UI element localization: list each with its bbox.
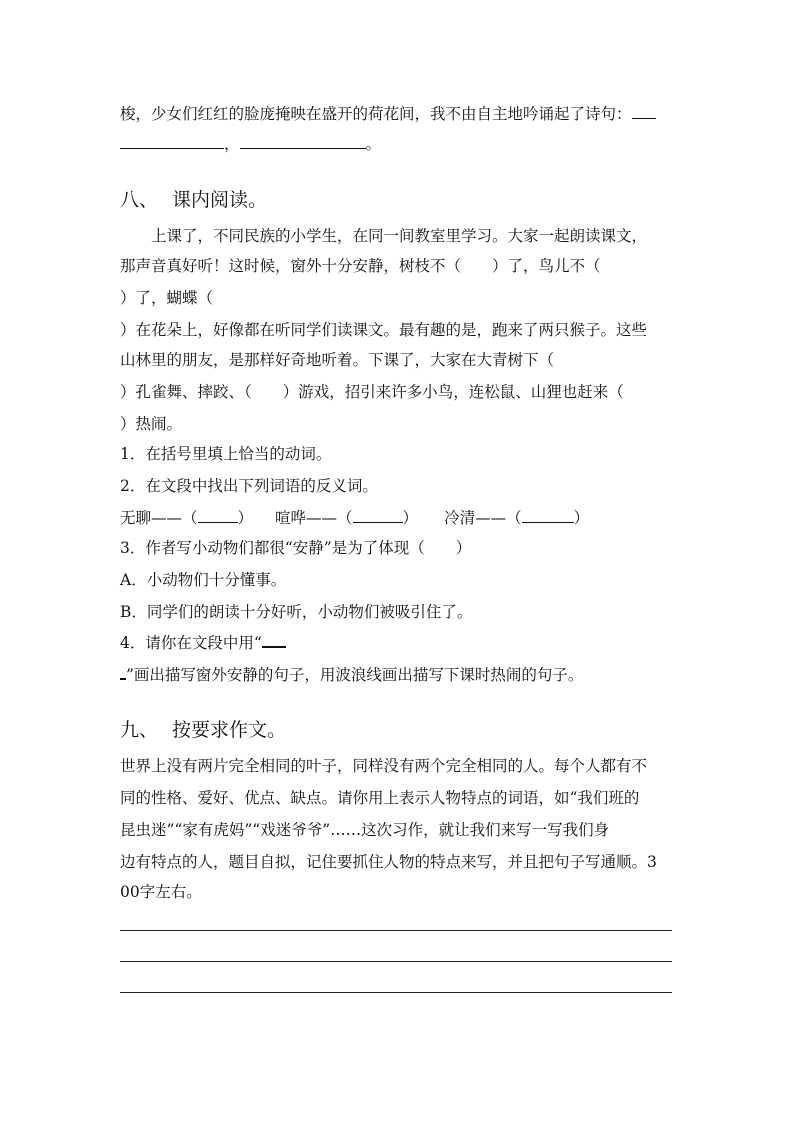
poem-answer-line — [120, 134, 381, 154]
passage-line-3: ）了，蝴蝶（ — [120, 289, 214, 307]
question-4-line-2 — [120, 664, 583, 685]
writing-line-1[interactable] — [120, 930, 672, 931]
poem-prompt-line — [120, 104, 656, 124]
section-9-heading — [120, 718, 286, 742]
antonym-3-blank[interactable] — [522, 508, 574, 523]
antonym-1-blank[interactable] — [198, 508, 238, 523]
question-3-option-a: A．小动物们十分懂事。 — [120, 571, 287, 589]
antonym-2-blank[interactable] — [353, 508, 403, 523]
essay-prompt-line-1: 世界上没有两片完全相同的叶子，同样没有两个完全相同的人。每个人都有不 — [120, 757, 648, 775]
poem-answer-blank-2[interactable] — [240, 134, 366, 149]
poem-answer-blank-1b[interactable] — [120, 134, 224, 149]
question-3-option-b: B．同学们的朗读十分好听，小动物们被吸引住了。 — [120, 603, 473, 621]
question-3: 3．作者写小动物们都很“安静”是为了体现（ ） — [120, 539, 472, 557]
antonym-row — [120, 508, 589, 528]
question-1: 1．在括号里填上恰当的动词。 — [120, 445, 332, 463]
antonym-2-close: ） — [402, 509, 419, 527]
passage-line-1: 上课了，不同民族的小学生，在同一间教室里学习。大家一起朗读课文， — [120, 227, 648, 245]
section-9-title: 按要求作文。 — [172, 719, 287, 741]
passage-line-6: ）孔雀舞、摔跤、（ ）游戏，招引来许多小鸟，连松鼠、山狸也赶来（ — [120, 383, 624, 401]
question-4-text-a: 4．请你在文段中用“ — [120, 634, 262, 652]
section-8-number: 八、 — [120, 189, 159, 211]
antonym-3-close: ） — [573, 509, 590, 527]
question-4-text-b: ”画出描写窗外安静的句子，用波浪线画出描写下课时热闹的句子。 — [126, 666, 584, 684]
essay-prompt-line-5: 00字左右。 — [120, 883, 202, 901]
question-2: 2．在文段中找出下列词语的反义词。 — [120, 477, 378, 495]
essay-prompt-line-2: 同的性格、爱好、优点、缺点。请你用上表示人物特点的词语，如“我们班的 — [120, 789, 640, 807]
essay-prompt-line-4: 边有特点的人，题目自拟，记住要抓住人物的特点来写，并且把句子写通顺。3 — [120, 853, 657, 871]
section-8-heading — [120, 188, 267, 212]
poem-prompt-text: 梭，少女们红红的脸庞掩映在盛开的荷花间，我不由自主地吟诵起了诗句： — [120, 105, 632, 123]
question-4-line-1 — [120, 632, 286, 653]
passage-line-2: 那声音真好听！这时候，窗外十分安静，树枝不（ ）了，鸟儿不（ — [120, 257, 601, 275]
poem-answer-blank-1a[interactable] — [632, 104, 656, 119]
antonym-1-word: 无聊——（ — [120, 509, 198, 527]
writing-line-3[interactable] — [120, 992, 672, 993]
essay-prompt-line-3: 昆虫迷”“家有虎妈”“戏迷爷爷”……这次习作，就让我们来写一写我们身 — [120, 821, 610, 839]
passage-line-4: ）在花朵上，好像都在听同学们读课文。最有趣的是，跑来了两只猴子。这些 — [120, 321, 648, 339]
antonym-1-close: ） — [237, 509, 254, 527]
passage-line-5: 山林里的朋友，是那样好奇地听着。下课了，大家在大青树下（ — [120, 351, 555, 369]
question-4-underline-sample-a — [262, 632, 286, 648]
passage-line-7: ）热闹。 — [120, 415, 183, 433]
antonym-3-word: 冷清——（ — [444, 509, 522, 527]
antonym-2-word: 喧哗——（ — [275, 509, 353, 527]
writing-line-2[interactable] — [120, 961, 672, 962]
poem-end: 。 — [365, 135, 382, 153]
poem-separator: ， — [224, 135, 240, 153]
section-9-number: 九、 — [120, 719, 159, 741]
section-8-title: 课内阅读。 — [172, 189, 268, 211]
